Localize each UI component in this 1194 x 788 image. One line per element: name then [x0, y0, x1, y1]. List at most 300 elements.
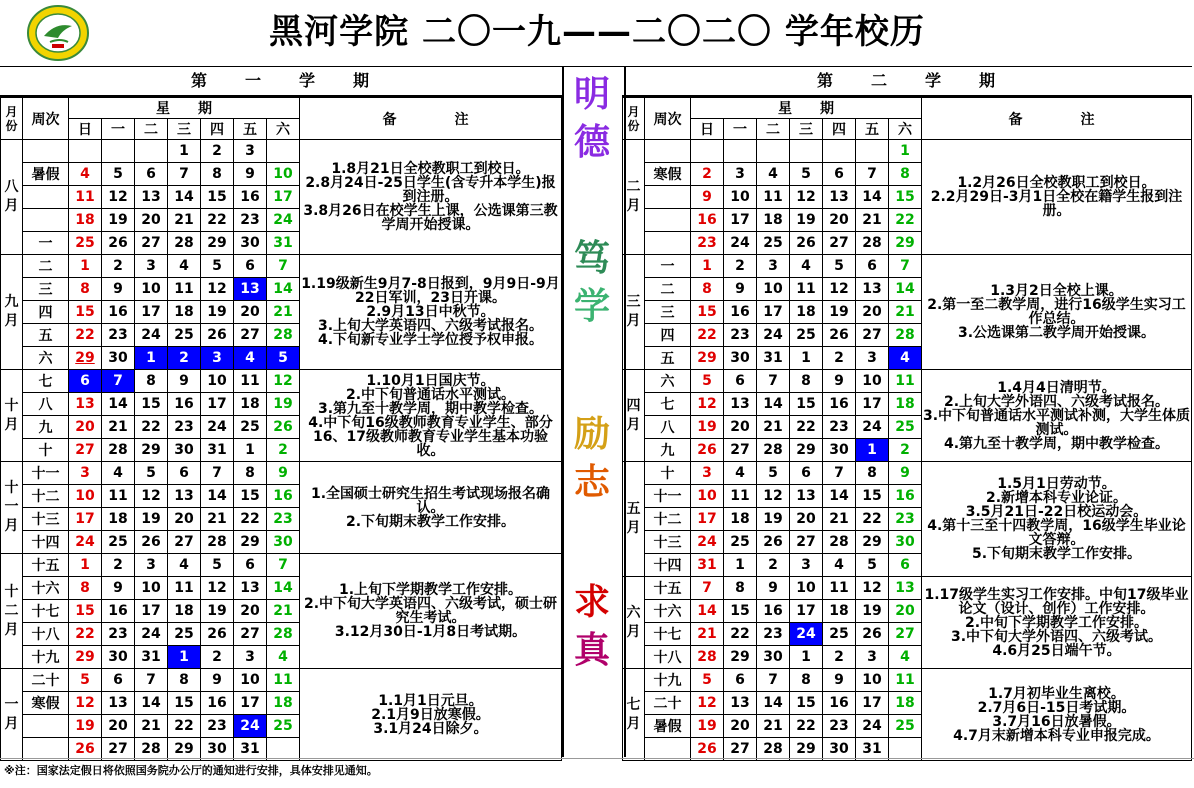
remark-line: 2.上旬大学外语四、六级考试报名。	[943, 393, 1170, 410]
day-cell: 18	[168, 301, 201, 324]
day-cell: 17	[69, 508, 102, 531]
week-cell	[23, 140, 69, 163]
day-cell: 24	[135, 324, 168, 347]
day-cell: 27	[790, 531, 823, 554]
remark-line: 1.1月1日元旦。	[378, 692, 483, 709]
day-cell: 15	[691, 301, 724, 324]
day-cell: 27	[856, 324, 889, 347]
day-cell: 29	[790, 439, 823, 462]
day-cell: 11	[168, 278, 201, 301]
day-cell: 22	[790, 715, 823, 738]
week-cell: 十八	[645, 646, 691, 669]
day-cell: 2	[102, 554, 135, 577]
day-cell: 25	[757, 232, 790, 255]
day-cell: 27	[135, 232, 168, 255]
day-cell: 22	[69, 324, 102, 347]
day-cell: 3	[234, 646, 267, 669]
day-cell: 22	[790, 416, 823, 439]
day-cell: 20	[135, 209, 168, 232]
week-cell: 十一	[23, 462, 69, 485]
day-cell: 1	[168, 140, 201, 163]
day-cell: 18	[790, 301, 823, 324]
day-cell: 2	[691, 163, 724, 186]
day-cell: 2	[889, 439, 922, 462]
remark-line: 2.中下旬普通话水平测试。	[345, 386, 516, 403]
day-cell: 10	[135, 577, 168, 600]
day-cell: 18	[69, 209, 102, 232]
day-cell: 12	[790, 186, 823, 209]
day-cell	[823, 140, 856, 163]
week-cell: 十五	[645, 577, 691, 600]
month-cell: 三月	[623, 255, 645, 370]
week-cell: 十三	[645, 531, 691, 554]
school-motto	[562, 66, 626, 757]
day-cell: 15	[889, 186, 922, 209]
day-cell: 5	[856, 554, 889, 577]
day-cell: 28	[823, 531, 856, 554]
remark-line: 3.上旬大学英语四、六级考试报名。	[317, 318, 544, 334]
week-cell: 暑假	[645, 715, 691, 738]
month-cell: 十月	[1, 370, 23, 462]
day-cell: 17	[135, 301, 168, 324]
day-cell: 26	[135, 531, 168, 554]
day-cell: 14	[757, 393, 790, 416]
semester-one-title: 第 一 学 期	[0, 66, 562, 97]
day-cell: 19	[201, 301, 234, 324]
day-cell: 6	[724, 370, 757, 393]
day-cell: 5	[69, 669, 102, 692]
day-cell: 8	[790, 669, 823, 692]
day-cell: 25	[790, 324, 823, 347]
day-cell: 11	[102, 485, 135, 508]
week-cell: 一	[23, 232, 69, 255]
day-cell: 29	[691, 347, 724, 370]
day-cell: 31	[135, 646, 168, 669]
day-cell: 30	[724, 347, 757, 370]
day-cell: 16	[823, 692, 856, 715]
week-cell: 四	[23, 301, 69, 324]
week-cell: 九	[645, 439, 691, 462]
week-cell: 二十	[23, 669, 69, 692]
week-cell: 十九	[23, 646, 69, 669]
day-cell: 18	[757, 209, 790, 232]
day-cell: 30	[757, 646, 790, 669]
day-cell: 7	[823, 462, 856, 485]
day-cell: 20	[724, 416, 757, 439]
week-cell: 十三	[23, 508, 69, 531]
motto-char: 真	[573, 629, 610, 671]
day-header: 一	[102, 119, 135, 140]
remark-line: 2.下旬期末教学工作安排。	[345, 513, 516, 530]
day-cell: 22	[691, 324, 724, 347]
day-cell: 4	[69, 163, 102, 186]
day-cell: 20	[168, 508, 201, 531]
day-cell: 4	[757, 163, 790, 186]
day-cell: 23	[691, 232, 724, 255]
day-cell: 4	[267, 646, 300, 669]
week-cell: 十四	[645, 554, 691, 577]
remark-line: 2.中旬下学期教学工作安排。	[964, 614, 1149, 631]
month-cell: 五月	[623, 462, 645, 577]
week-header: 周次	[23, 98, 69, 140]
day-cell: 27	[69, 439, 102, 462]
day-cell: 28	[201, 531, 234, 554]
day-cell: 29	[234, 531, 267, 554]
day-cell: 22	[234, 508, 267, 531]
day-cell: 23	[267, 508, 300, 531]
day-cell: 8	[69, 577, 102, 600]
day-cell: 16	[234, 186, 267, 209]
day-cell: 28	[267, 324, 300, 347]
week-cell: 四	[645, 324, 691, 347]
day-cell: 25	[889, 416, 922, 439]
day-cell: 15	[135, 393, 168, 416]
weekday-header: 星 期	[69, 98, 300, 119]
day-cell: 5	[267, 347, 300, 370]
week-cell: 暑假	[23, 163, 69, 186]
day-cell: 1	[691, 255, 724, 278]
day-cell: 10	[790, 577, 823, 600]
week-cell	[645, 209, 691, 232]
day-cell: 17	[201, 393, 234, 416]
school-crest-icon	[26, 4, 90, 62]
remark-line: 2.第一至二教学周，进行16级学生实习工作总结。	[927, 297, 1186, 327]
semester-one-calendar	[0, 97, 562, 761]
day-cell: 19	[856, 600, 889, 623]
day-cell: 16	[724, 301, 757, 324]
remark-line: 1.3月2日全校上课。	[990, 283, 1123, 299]
day-cell: 30	[168, 439, 201, 462]
remark-line: 2.8月24日-25日学生(含专升本学生)报到注册。	[305, 175, 556, 205]
week-cell: 十一	[645, 485, 691, 508]
day-cell: 12	[69, 692, 102, 715]
week-cell: 二十	[645, 692, 691, 715]
day-cell: 19	[267, 393, 300, 416]
day-cell: 9	[889, 462, 922, 485]
day-cell: 22	[201, 209, 234, 232]
day-cell: 24	[691, 531, 724, 554]
day-cell: 3	[790, 554, 823, 577]
divider	[0, 758, 1194, 759]
remark-line: 2.9月13日中秋节。	[366, 304, 495, 320]
day-cell: 20	[724, 715, 757, 738]
day-cell	[856, 140, 889, 163]
day-cell: 6	[168, 462, 201, 485]
day-cell: 29	[201, 232, 234, 255]
day-cell: 23	[168, 416, 201, 439]
day-cell: 30	[234, 232, 267, 255]
week-cell	[23, 715, 69, 738]
day-cell: 16	[691, 209, 724, 232]
day-cell: 9	[823, 370, 856, 393]
day-cell	[724, 140, 757, 163]
day-cell: 11	[168, 577, 201, 600]
day-cell: 28	[757, 738, 790, 761]
day-cell: 5	[201, 554, 234, 577]
remark-line: 1.上旬下学期教学工作安排。	[338, 582, 523, 598]
day-cell: 1	[234, 439, 267, 462]
day-cell: 18	[823, 600, 856, 623]
remark-line: 4.6月25日端午节。	[992, 642, 1121, 659]
table-row	[623, 462, 1192, 485]
week-cell	[645, 232, 691, 255]
remark-line: 4.第十三至十四教学周，16级学生毕业论文答辩。	[927, 518, 1186, 548]
day-cell: 7	[201, 462, 234, 485]
day-cell: 10	[267, 163, 300, 186]
semester-two-calendar	[622, 97, 1192, 761]
remark-line: 3.1月24日除夕。	[373, 720, 488, 737]
month-header: 月份	[1, 98, 23, 140]
day-cell: 2	[201, 646, 234, 669]
day-cell: 10	[691, 485, 724, 508]
day-cell: 27	[168, 531, 201, 554]
day-cell: 14	[757, 692, 790, 715]
day-header: 三	[790, 119, 823, 140]
remark-line: 1.4月4日清明节。	[997, 379, 1116, 396]
week-cell: 十二	[23, 485, 69, 508]
day-cell: 13	[234, 577, 267, 600]
day-cell: 15	[856, 485, 889, 508]
week-cell	[645, 140, 691, 163]
day-cell: 16	[102, 301, 135, 324]
day-cell: 6	[889, 554, 922, 577]
day-cell: 25	[69, 232, 102, 255]
day-cell: 7	[135, 669, 168, 692]
day-cell: 9	[102, 278, 135, 301]
day-cell: 13	[234, 278, 267, 301]
day-cell: 7	[691, 577, 724, 600]
day-cell: 20	[790, 508, 823, 531]
day-cell: 17	[234, 692, 267, 715]
week-cell: 一	[645, 255, 691, 278]
day-cell: 24	[856, 715, 889, 738]
day-cell: 22	[889, 209, 922, 232]
table-row	[623, 577, 1192, 600]
day-cell: 15	[168, 692, 201, 715]
day-cell: 5	[102, 163, 135, 186]
day-cell: 14	[823, 485, 856, 508]
week-cell: 十七	[23, 600, 69, 623]
day-cell: 3	[135, 554, 168, 577]
day-cell: 4	[234, 347, 267, 370]
remarks-cell	[300, 140, 562, 255]
day-cell: 20	[856, 301, 889, 324]
day-cell: 23	[757, 623, 790, 646]
day-header: 六	[267, 119, 300, 140]
day-cell: 30	[889, 531, 922, 554]
day-cell: 20	[234, 301, 267, 324]
day-cell: 8	[790, 370, 823, 393]
remark-line: 3.第九至十教学周，期中教学检查。	[317, 400, 544, 417]
day-cell: 28	[135, 738, 168, 761]
day-cell: 5	[790, 163, 823, 186]
day-cell: 12	[201, 577, 234, 600]
day-cell: 28	[757, 439, 790, 462]
remark-line: 3.7月16日放暑假。	[992, 713, 1121, 730]
day-cell: 21	[168, 209, 201, 232]
day-cell: 18	[267, 692, 300, 715]
day-cell: 28	[267, 623, 300, 646]
remark-line: 3.中下旬普通话水平测试补测，大学生体质测试。	[922, 407, 1191, 438]
day-cell: 24	[69, 531, 102, 554]
day-cell: 30	[102, 646, 135, 669]
week-cell: 寒假	[645, 163, 691, 186]
day-cell: 16	[267, 485, 300, 508]
day-cell: 27	[889, 623, 922, 646]
day-cell: 24	[757, 324, 790, 347]
day-cell: 16	[889, 485, 922, 508]
day-cell: 7	[168, 163, 201, 186]
week-cell: 五	[645, 347, 691, 370]
day-cell: 26	[267, 416, 300, 439]
day-cell: 11	[724, 485, 757, 508]
remarks-cell	[300, 669, 562, 761]
day-cell: 13	[790, 485, 823, 508]
week-cell: 十九	[645, 669, 691, 692]
day-cell: 25	[267, 715, 300, 738]
day-cell: 6	[856, 255, 889, 278]
day-cell: 10	[724, 186, 757, 209]
week-cell: 十四	[23, 531, 69, 554]
motto-char: 求	[573, 581, 610, 623]
day-cell: 24	[856, 416, 889, 439]
day-header: 二	[757, 119, 790, 140]
remark-line: 4.7月末新增本科专业申报完成。	[953, 727, 1160, 744]
week-header: 周次	[645, 98, 691, 140]
day-cell: 12	[856, 577, 889, 600]
day-cell: 3	[69, 462, 102, 485]
day-cell: 28	[102, 439, 135, 462]
day-cell: 13	[823, 186, 856, 209]
day-cell: 2	[102, 255, 135, 278]
day-cell: 2	[724, 255, 757, 278]
day-cell: 6	[790, 462, 823, 485]
week-cell: 二	[645, 278, 691, 301]
day-cell: 22	[724, 623, 757, 646]
motto-char: 明	[573, 73, 610, 115]
day-header: 日	[691, 119, 724, 140]
table-row	[1, 554, 562, 577]
day-cell: 5	[757, 462, 790, 485]
day-cell: 27	[234, 324, 267, 347]
day-cell: 3	[201, 347, 234, 370]
remark-line: 1.7月初毕业生离校。	[988, 685, 1125, 702]
week-cell: 二	[23, 255, 69, 278]
day-cell: 26	[691, 738, 724, 761]
day-cell: 21	[267, 301, 300, 324]
remarks-cell	[922, 370, 1192, 462]
week-cell: 三	[645, 301, 691, 324]
day-cell: 25	[168, 623, 201, 646]
day-cell	[135, 140, 168, 163]
day-cell: 21	[757, 715, 790, 738]
table-row	[1, 255, 562, 278]
day-cell: 13	[724, 692, 757, 715]
day-cell: 24	[724, 232, 757, 255]
day-cell: 2	[823, 347, 856, 370]
day-cell	[691, 140, 724, 163]
day-cell: 30	[823, 738, 856, 761]
remark-line: 3.12月30日-1月8日考试期。	[334, 624, 527, 640]
day-cell: 28	[856, 232, 889, 255]
day-cell: 15	[790, 393, 823, 416]
day-cell: 3	[135, 255, 168, 278]
day-cell: 17	[790, 600, 823, 623]
day-cell: 11	[790, 278, 823, 301]
day-cell: 29	[135, 439, 168, 462]
remark-line: 3.公选课第二教学周开始授课。	[957, 325, 1156, 341]
day-cell: 10	[757, 278, 790, 301]
day-cell: 19	[691, 416, 724, 439]
day-cell: 18	[234, 393, 267, 416]
month-cell: 八月	[1, 140, 23, 255]
day-cell: 20	[234, 600, 267, 623]
remark-line: 4.下旬新专业学士学位授予权申报。	[317, 332, 544, 348]
motto-char: 志	[573, 461, 610, 503]
day-cell: 12	[757, 485, 790, 508]
day-cell: 29	[69, 347, 102, 370]
day-cell: 1	[790, 646, 823, 669]
remark-line: 1.5月1日劳动节。	[997, 476, 1116, 492]
day-cell: 18	[724, 508, 757, 531]
remark-line: 1.全国硕士研究生招生考试现场报名确认。	[310, 485, 551, 516]
day-cell: 14	[102, 393, 135, 416]
remark-line: 2.2月29日-3月1日全校在籍学生报到注册。	[930, 189, 1183, 219]
week-cell: 十六	[23, 577, 69, 600]
day-cell: 31	[691, 554, 724, 577]
day-cell: 27	[823, 232, 856, 255]
day-cell: 14	[267, 577, 300, 600]
motto-char: 德	[573, 121, 610, 163]
day-cell: 2	[823, 646, 856, 669]
day-cell: 23	[102, 623, 135, 646]
remarks-header: 备 注	[300, 98, 562, 140]
remark-line: 4.第九至十教学周，期中教学检查。	[943, 435, 1170, 452]
day-cell: 6	[69, 370, 102, 393]
day-cell: 31	[234, 738, 267, 761]
table-row	[623, 140, 1192, 163]
remarks-cell	[922, 255, 1192, 370]
page-title: 黑河学院 二〇一九——二〇二〇 学年校历	[269, 12, 925, 52]
day-cell: 5	[135, 462, 168, 485]
day-cell: 16	[757, 600, 790, 623]
day-cell: 15	[69, 600, 102, 623]
day-cell: 10	[856, 669, 889, 692]
day-cell: 7	[267, 554, 300, 577]
week-cell: 六	[23, 347, 69, 370]
day-cell: 24	[267, 209, 300, 232]
remarks-cell	[922, 462, 1192, 577]
day-cell: 8	[234, 462, 267, 485]
day-cell: 13	[889, 577, 922, 600]
month-cell: 二月	[623, 140, 645, 255]
day-cell: 26	[856, 623, 889, 646]
table-row	[1, 140, 562, 163]
day-cell: 11	[889, 669, 922, 692]
day-cell: 6	[234, 255, 267, 278]
day-cell: 14	[856, 186, 889, 209]
day-cell: 3	[724, 163, 757, 186]
day-cell: 1	[724, 554, 757, 577]
day-cell: 30	[267, 531, 300, 554]
day-cell: 7	[267, 255, 300, 278]
day-cell: 2	[757, 554, 790, 577]
day-cell: 10	[856, 370, 889, 393]
table-row	[623, 370, 1192, 393]
day-cell: 3	[234, 140, 267, 163]
day-header: 五	[856, 119, 889, 140]
day-cell: 29	[790, 738, 823, 761]
